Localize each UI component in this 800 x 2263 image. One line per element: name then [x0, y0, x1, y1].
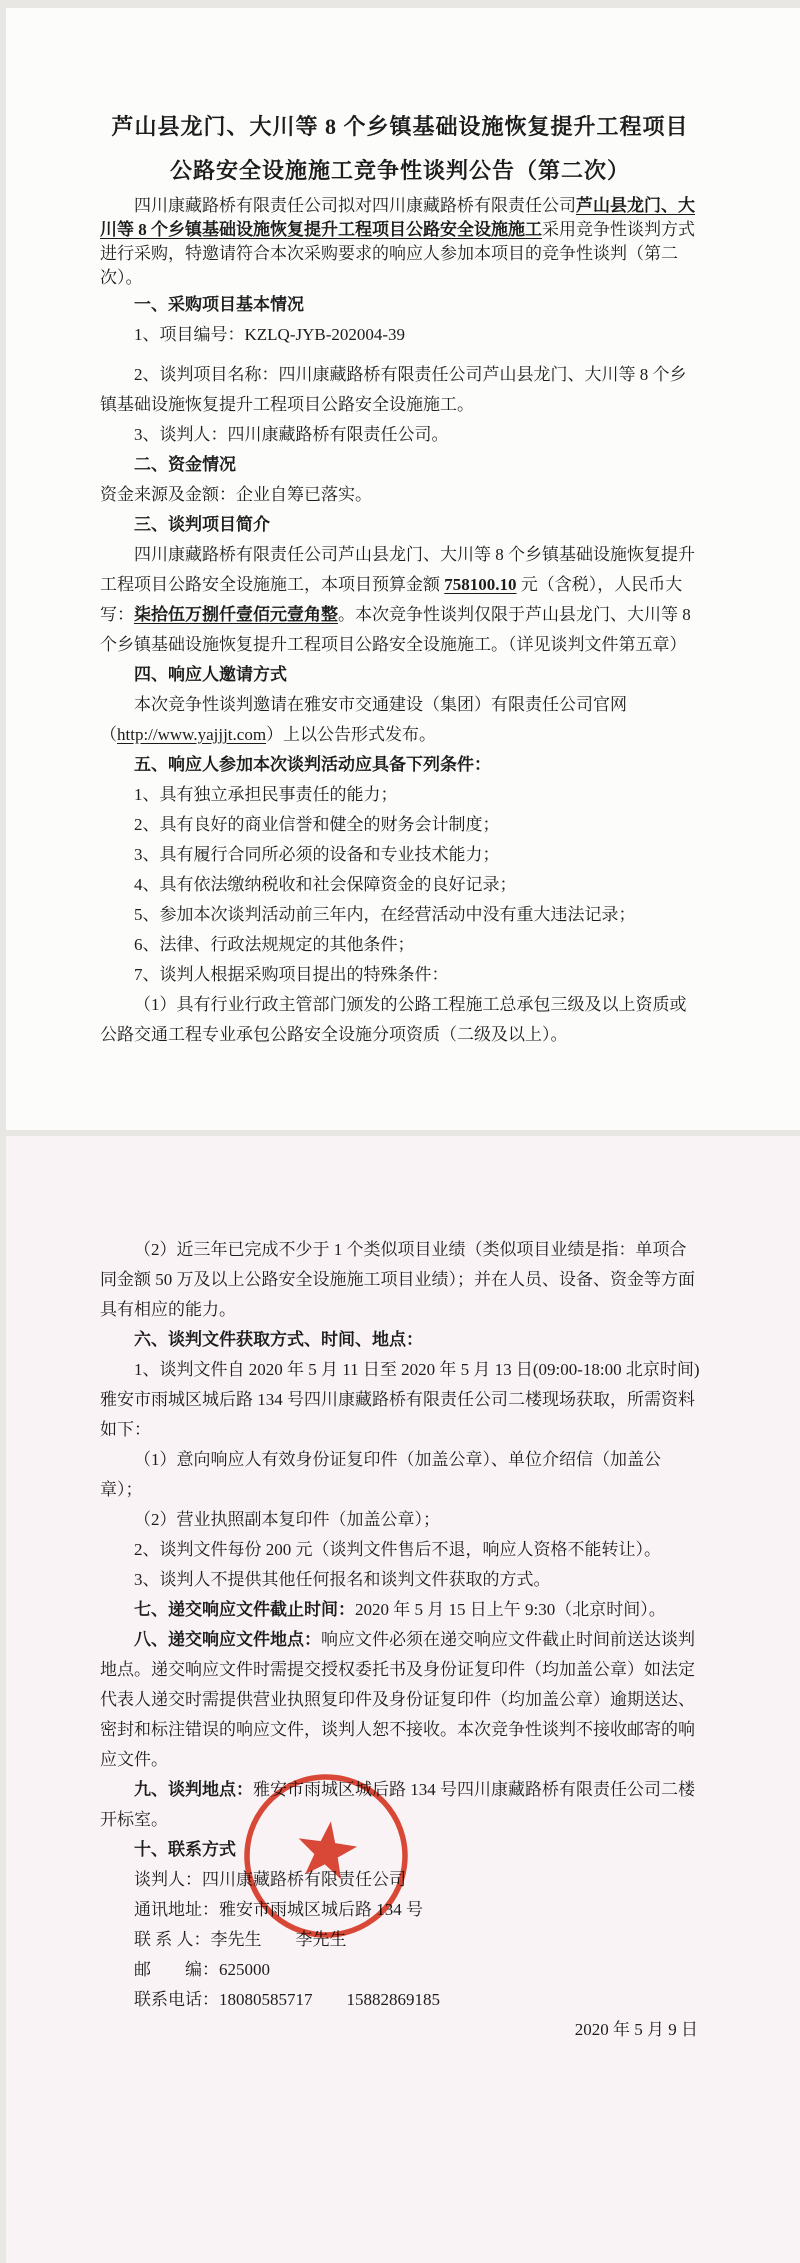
- page-2: [6, 1136, 800, 2263]
- budget-amount: 758100.10: [444, 575, 517, 594]
- section9-value: 雅安市雨城区城后路 134 号四川康藏路桥有限责任公司二楼开标室。: [100, 1780, 695, 1829]
- condition-item-2: 2、具有良好的商业信誉和健全的财务会计制度；: [134, 815, 500, 834]
- section3-heading: 三、谈判项目简介: [134, 515, 270, 534]
- condition-item-3: 3、具有履行合同所必须的设备和专业技术能力；: [134, 845, 500, 864]
- stamp-star-icon: [294, 1817, 360, 1881]
- announcement-url: http://www.yajjjt.com: [117, 725, 267, 744]
- invitation-text: 本次竞争性谈判邀请在雅安市交通建设（集团）有限责任公司官网（: [100, 695, 627, 744]
- condition-item-1: 1、具有独立承担民事责任的能力；: [134, 785, 398, 804]
- section8-label: 八、递交响应文件地点：: [134, 1630, 321, 1649]
- section5-heading: 五、响应人参加本次谈判活动应具备下列条件：: [134, 755, 491, 774]
- no-other-way-line: 3、谈判人不提供其他任何报名和谈判文件获取的方式。: [134, 1570, 551, 1589]
- section8-value: 响应文件必须在递交响应文件截止时间前送达谈判地点。递交响应文件时需提交授权委托书及身份证复印件（均加盖公章）如法定代表人递交时需提供营业执照复印件及身份证复印件（均加盖公章）逾期送达、密封和标注错误的响应文件，谈判人恕不接收。本次竞争性谈判不接收邮寄的响应文件。: [100, 1630, 695, 1769]
- contact-postcode-line: 邮 编：625000: [134, 1960, 270, 1979]
- negotiator-line: 3、谈判人：四川康藏路桥有限责任公司。: [134, 425, 449, 444]
- section1-heading: 一、采购项目基本情况: [134, 295, 304, 314]
- project-name-line: 2、谈判项目名称：四川康藏路桥有限责任公司芦山县龙门、大川等 8 个乡镇基础设施恢复提升工程项目公路安全设施施工。: [100, 365, 687, 414]
- document-title-line2: 公路安全设施施工竞争性谈判公告（第二次）: [169, 158, 630, 183]
- section10-heading: 十、联系方式: [134, 1840, 236, 1859]
- section4-heading: 四、响应人邀请方式: [134, 665, 287, 684]
- company-seal-stamp: [231, 1761, 421, 1951]
- condition-item-6: 6、法律、行政法规规定的其他条件；: [134, 935, 415, 954]
- section9-label: 九、谈判地点：: [134, 1780, 253, 1799]
- section8-submission-place: [100, 1625, 700, 1775]
- section7-deadline: [100, 1595, 700, 1625]
- condition-item-5: 5、参加本次谈判活动前三年内，在经营活动中没有重大违法记录；: [134, 905, 636, 924]
- required-material-2: （2）营业执照副本复印件（加盖公章）；: [134, 1510, 440, 1529]
- funding-source-line: 资金来源及金额：企业自筹已落实。: [100, 485, 372, 504]
- condition-item-4: 4、具有依法缴纳税收和社会保障资金的良好记录；: [134, 875, 517, 894]
- document-title-line1: 芦山县龙门、大川等 8 个乡镇基础设施恢复提升工程项目: [111, 114, 689, 139]
- brief-text-3: 。本次竞争性谈判仅限于芦山县龙门、大川等 8 个乡镇基础设施恢复提升工程项目公路安全设施施工。（详见谈判文件第五章）: [100, 605, 691, 654]
- document-fee-line: 2、谈判文件每份 200 元（谈判文件售后不退，响应人资格不能转让）。: [134, 1540, 661, 1559]
- contact-negotiator-line: 谈判人：四川康藏路桥有限责任公司: [134, 1870, 406, 1889]
- intro-text: 四川康藏路桥有限责任公司拟对四川康藏路桥有限责任公司: [134, 196, 576, 215]
- section2-heading: 二、资金情况: [134, 455, 236, 474]
- invitation-text-tail: ）上以公告形式发布。: [266, 725, 437, 744]
- company-seal-svg: [231, 1761, 421, 1951]
- invitation-paragraph: [100, 690, 700, 750]
- special-condition-1: （1）具有行业行政主管部门颁发的公路工程施工总承包三级及以上资质或公路交通工程专业承包公路安全设施分项资质（二级及以上）。: [100, 995, 687, 1044]
- contact-phone-line: 联系电话：18080585717 15882869185: [134, 1990, 440, 2009]
- brief-text: 四川康藏路桥有限责任公司芦山县龙门、大川等 8 个乡镇基础设施恢复提升工程项目公路安全设施施工，本项目预算金额: [100, 545, 695, 594]
- document-date: 2020 年 5 月 9 日: [574, 2020, 698, 2039]
- page-1-content: [6, 112, 800, 1050]
- required-material-1: （1）意向响应人有效身份证复印件（加盖公章）、单位介绍信（加盖公章）；: [100, 1450, 661, 1499]
- page-1: [6, 8, 800, 1130]
- budget-amount-capitals: 柒拾伍万捌仟壹佰元壹角整: [134, 605, 338, 624]
- intro-paragraph: [100, 194, 700, 290]
- special-condition-2: （2）近三年已完成不少于 1 个类似项目业绩（类似项目业绩是指：单项合同金额 50 万及以上公路安全设施施工项目业绩）；并在人员、设备、资金等方面具有相应的能力。: [100, 1240, 695, 1319]
- project-brief-paragraph: [100, 540, 700, 660]
- project-number-line: 1、项目编号：KZLQ-JYB-202004-39: [134, 325, 406, 344]
- document-obtain-line: 1、谈判文件自 2020 年 5 月 11 日至 2020 年 5 月 13 日(09:00-18:00 北京时间) 雅安市雨城区城后路 134 号四川康藏路桥有限责任公司二楼现场获取，所需资料如下：: [100, 1360, 700, 1439]
- contact-address-line: 通讯地址：雅安市雨城区城后路 134 号: [134, 1900, 423, 1919]
- brief-text-2: 元（含税），人民币大写：: [100, 575, 683, 624]
- section6-heading: 六、谈判文件获取方式、时间、地点：: [134, 1330, 423, 1349]
- section7-value: 2020 年 5 月 15 日上午 9:30（北京时间）。: [355, 1600, 666, 1619]
- condition-item-7: 7、谈判人根据采购项目提出的特殊条件：: [134, 965, 449, 984]
- contact-person-line: 联 系 人：李先生 李先生: [134, 1930, 347, 1949]
- intro-text-tail: 采用竞争性谈判方式进行采购，特邀请符合本次采购要求的响应人参加本项目的竞争性谈判（第二次）。: [100, 220, 695, 287]
- section7-label: 七、递交响应文件截止时间：: [134, 1600, 355, 1619]
- intro-project-name: 芦山县龙门、大川等 8 个乡镇基础设施恢复提升工程项目公路安全设施施工: [100, 196, 695, 239]
